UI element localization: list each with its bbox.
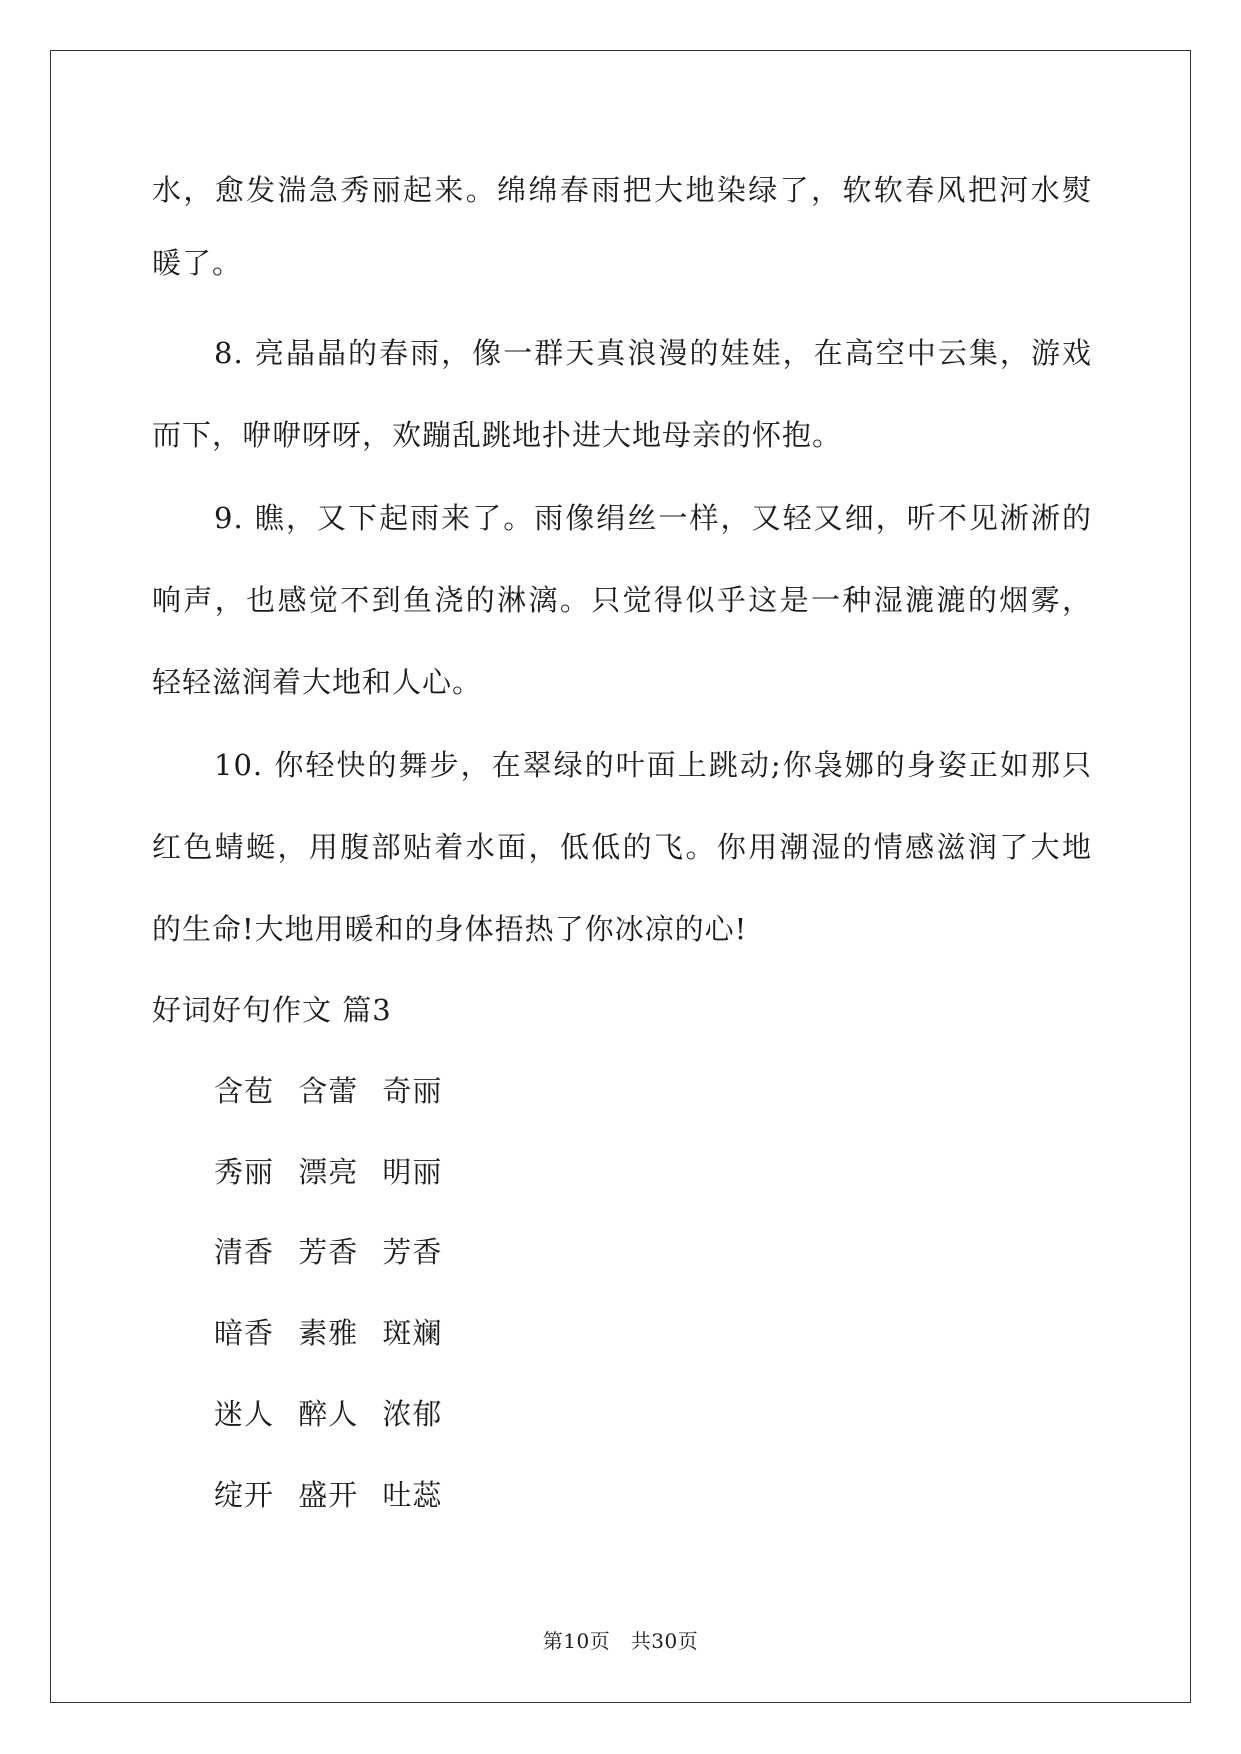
text-line: 水，愈发湍急秀丽起来。绵绵春雨把大地染绿了，软软春风把河水熨 — [152, 173, 1092, 207]
word-row: 绽开 盛开 吐蕊 — [214, 1478, 443, 1512]
text-line: 10. 你轻快的舞步，在翠绿的叶面上跳动;你袅娜的身姿正如那只 — [214, 748, 1092, 782]
word-row: 秀丽 漂亮 明丽 — [214, 1155, 443, 1189]
text-line: 的生命!大地用暖和的身体捂热了你冰凉的心! — [152, 912, 748, 946]
text-line: 轻轻滋润着大地和人心。 — [152, 665, 483, 699]
text-line: 红色蜻蜓，用腹部贴着水面，低低的飞。你用潮湿的情感滋润了大地 — [152, 830, 1092, 864]
page-frame — [50, 50, 1191, 1703]
text-line: 9. 瞧，又下起雨来了。雨像绢丝一样，又轻又细，听不见淅淅的 — [214, 501, 1092, 535]
text-line: 暖了。 — [152, 246, 243, 280]
word-row: 暗香 素雅 斑斓 — [214, 1316, 443, 1350]
page-number: 第10页 共30页 — [542, 1629, 699, 1653]
section-heading: 好词好句作文 篇3 — [152, 993, 392, 1027]
word-row: 含苞 含蕾 奇丽 — [214, 1074, 443, 1108]
text-line: 8. 亮晶晶的春雨，像一群天真浪漫的娃娃，在高空中云集，游戏 — [214, 336, 1092, 370]
word-row: 迷人 醉人 浓郁 — [214, 1397, 443, 1431]
text-line: 而下，咿咿呀呀，欢蹦乱跳地扑进大地母亲的怀抱。 — [152, 418, 843, 452]
text-line: 响声，也感觉不到鱼浇的淋漓。只觉得似乎这是一种湿漉漉的烟雾， — [152, 583, 1092, 617]
word-row: 清香 芳香 芳香 — [214, 1235, 443, 1269]
